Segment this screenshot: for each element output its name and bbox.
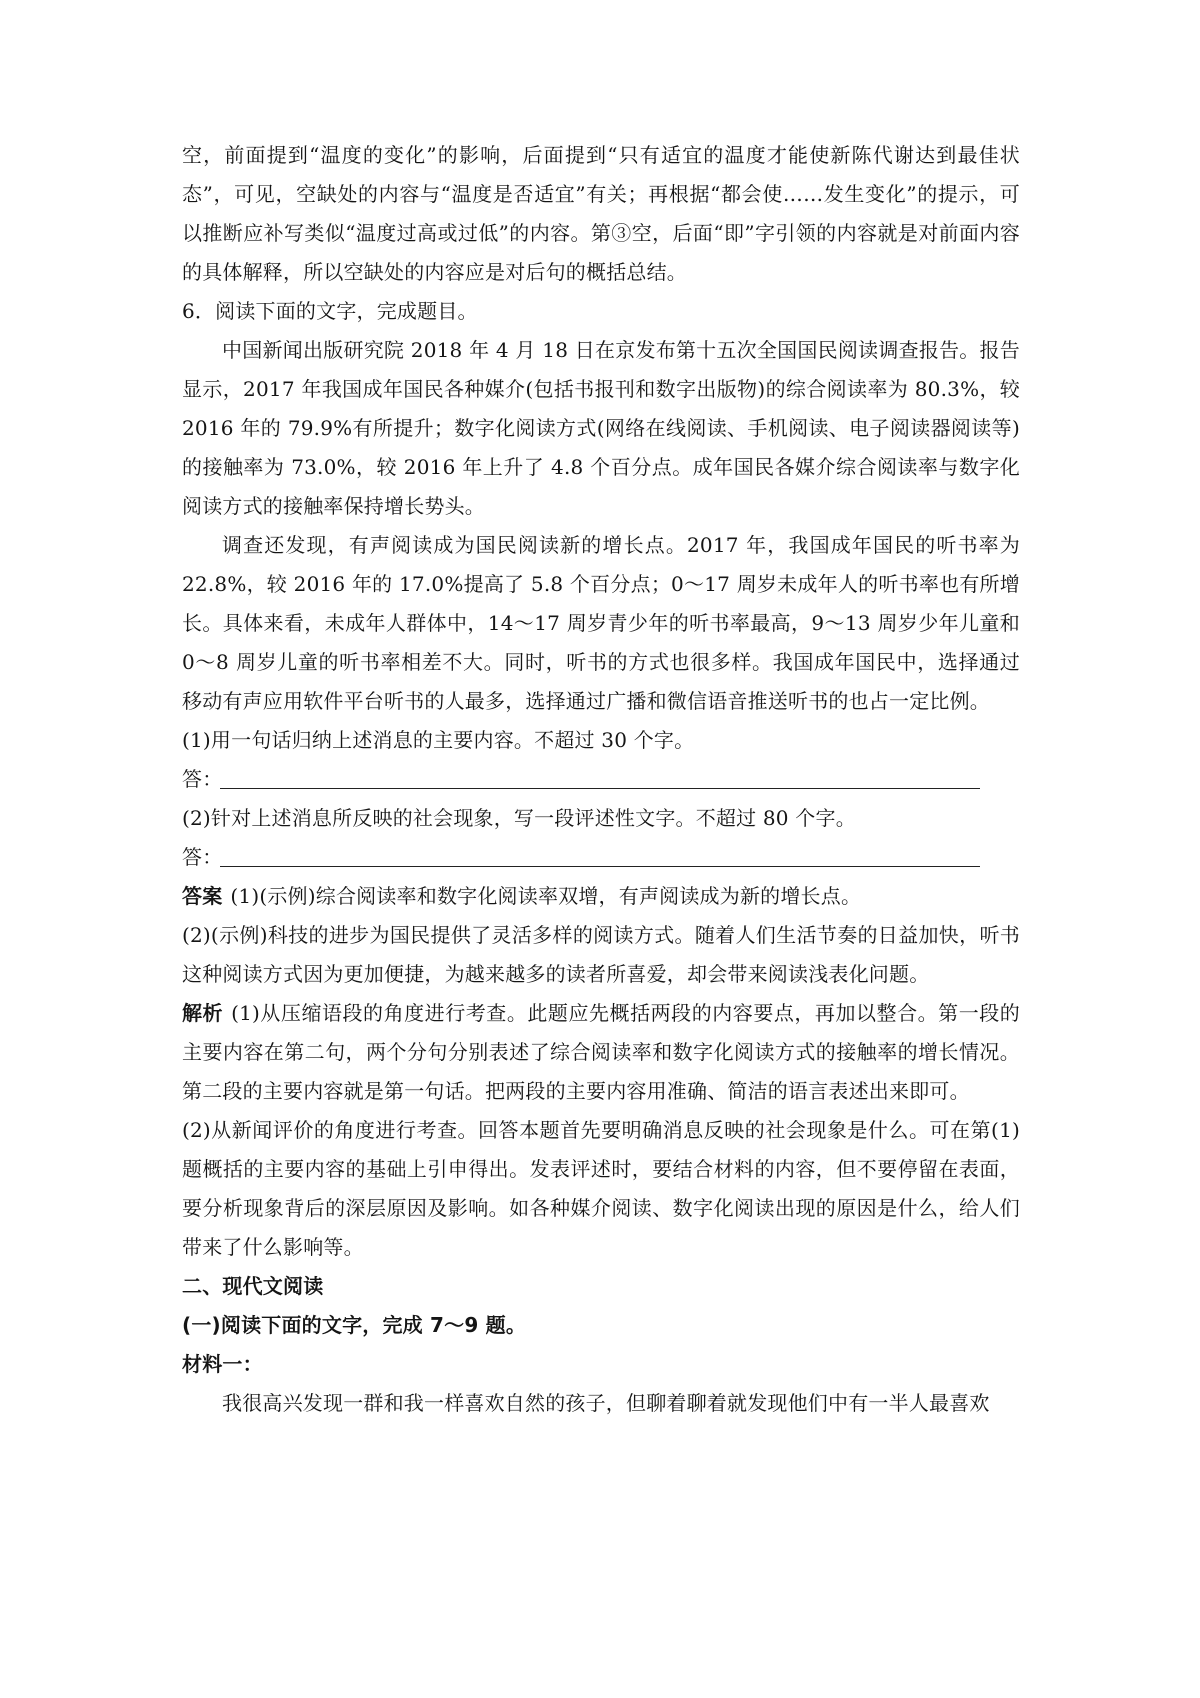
answer-label: 答案 [182,884,223,908]
analysis-text-1: (1)从压缩语段的角度进行考查。此题应先概括两段的内容要点，再加以整合。第一段的主要内容在第二句，两个分句分别表述了综合阅读率和数字化阅读方式的接触率的增长情况。第二段的主要内容就是第一句话。把两段的主要内容用准确、简洁的语言表述出来即可。 [182,1001,1020,1103]
passage-paragraph-2: 调查还发现，有声阅读成为国民阅读新的增长点。2017 年，我国成年国民的听书率为 22.8%，较 2016 年的 17.0%提高了 5.8 个百分点；0～17 周岁未成年人的听书率也有所增长。具体来看，未成年人群体中，14～17 周岁青少年的听书率最高，9～13 周岁少年儿童和 0～8 周岁儿童的听书率相差不大。同时，听书的方式也很多样。我国成年国民中，选择通过移动有声应用软件平台听书的人最多，选择通过广播和微信语音推送听书的也占一定比例。 [182,533,1020,713]
page-content [182,136,1020,1423]
passage-paragraph-1: 中国新闻出版研究院 2018 年 4 月 18 日在京发布第十五次全国国民阅读调查报告。报告显示，2017 年我国成年国民各种媒介(包括书报刊和数字出版物)的综合阅读率为 80.3%，较 2016 年的 79.9%有所提升；数字化阅读方式(网络在线阅读、手机阅读、电子阅读器阅读等)的接触率为 73.0%，较 2016 年上升了 4.8 个百分点。成年国民各媒介综合阅读率与数字化阅读方式的接触率保持增长势头。 [182,338,1020,518]
carryover-paragraph: 空，前面提到“温度的变化”的影响，后面提到“只有适宜的温度才能使新陈代谢达到最佳状态”，可见，空缺处的内容与“温度是否适宜”有关；再根据“都会使……发生变化”的提示，可以推断应补写类似“温度过高或过低”的内容。第③空，后面“即”字引领的内容就是对前面内容的具体解释，所以空缺处的内容应是对后句的概括总结。 [182,143,1020,284]
material-heading: 材料一： [182,1352,263,1376]
answer-line-1 [182,760,1020,799]
question-1-prompt: (1)用一句话归纳上述消息的主要内容。不超过 30 个字。 [182,728,695,752]
answer-line-2 [182,838,1020,877]
answer-prefix-2: 答： [182,845,223,869]
answer-text-2: (2)(示例)科技的进步为国民提供了灵活多样的阅读方式。随着人们生活节奏的日益加快，听书这种阅读方式因为更加便捷，为越来越多的读者所喜爱，却会带来阅读浅表化问题。 [182,923,1020,986]
question-6-heading: 6．阅读下面的文字，完成题目。 [182,299,478,323]
section-heading: 二、现代文阅读 [182,1274,324,1298]
answer-1-paragraph [182,877,1020,916]
material-text: 我很高兴发现一群和我一样喜欢自然的孩子，但聊着聊着就发现他们中有一半人最喜欢 [222,1391,990,1415]
question-2-prompt: (2)针对上述消息所反映的社会现象，写一段评述性文字。不超过 80 个字。 [182,806,856,830]
answer-blank-1 [220,787,980,789]
analysis-label: 解析 [182,1001,224,1025]
subsection-heading: (一)阅读下面的文字，完成 7～9 题。 [182,1313,527,1337]
answer-prefix-1: 答： [182,767,223,791]
analysis-1-paragraph [182,994,1020,1111]
answer-blank-2 [220,865,980,867]
analysis-text-2: (2)从新闻评价的角度进行考查。回答本题首先要明确消息反映的社会现象是什么。可在第(1)题概括的主要内容的基础上引申得出。发表评述时，要结合材料的内容，但不要停留在表面，要分析现象背后的深层原因及影响。如各种媒介阅读、数字化阅读出现的原因是什么，给人们带来了什么影响等。 [182,1118,1020,1259]
answer-text-1: (1)(示例)综合阅读率和数字化阅读率双增，有声阅读成为新的增长点。 [230,884,862,908]
